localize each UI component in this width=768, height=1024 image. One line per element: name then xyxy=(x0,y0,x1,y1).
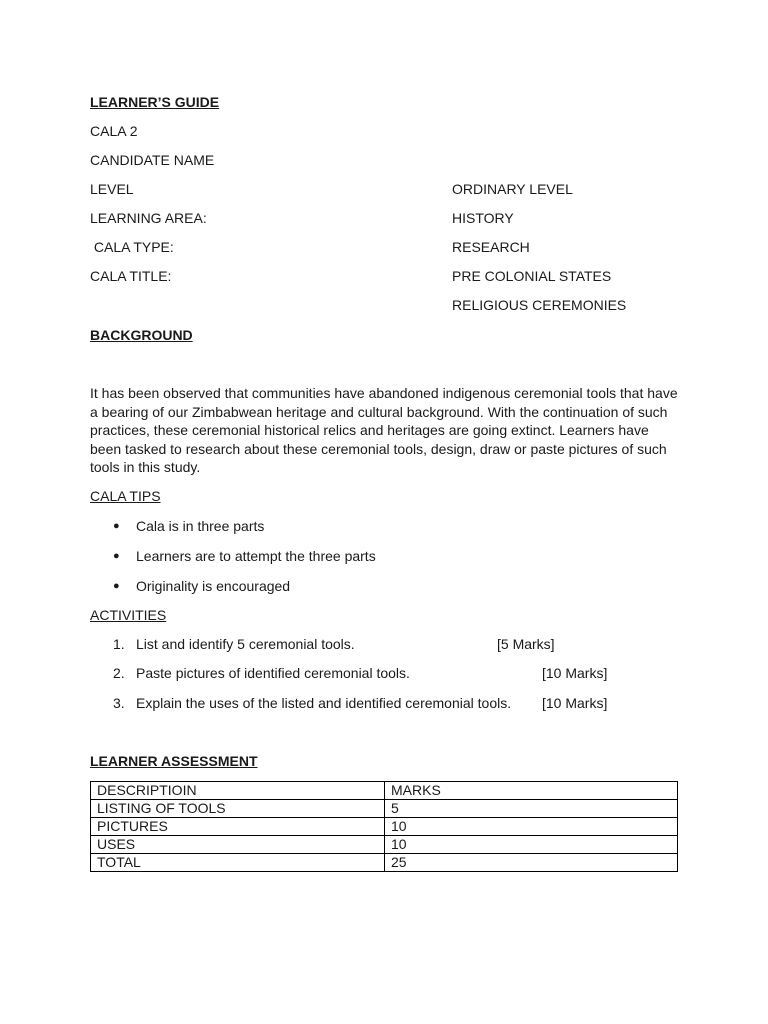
table-row xyxy=(91,818,678,836)
assessment-heading: LEARNER ASSESSMENT xyxy=(90,753,258,769)
table-row xyxy=(91,854,678,872)
activity-number: 2. xyxy=(113,665,125,681)
detail-value-cala-subtitle: RELIGIOUS CEREMONIES xyxy=(452,297,627,313)
detail-value-cala-type: RESEARCH xyxy=(452,239,530,255)
bullet-icon: ● xyxy=(113,520,120,532)
bullet-icon: ● xyxy=(113,580,120,592)
tips-heading: CALA TIPS xyxy=(90,488,161,504)
detail-label-learning-area: LEARNING AREA: xyxy=(90,210,207,226)
background-heading: BACKGROUND xyxy=(90,327,193,343)
table-row xyxy=(91,800,678,818)
assessment-table xyxy=(90,781,678,872)
background-paragraph: It has been observed that communities have abandoned indigenous ceremonial tools that have a bearing of our Zimbabwean heritage and cultural background. With the continuation of such practices, these ceremonial historical relics and heritages are going extinct. Learners have been tasked to research about these ceremonial tools, design, draw or paste pictures of such tools in this study. xyxy=(90,385,678,475)
table-cell: TOTAL xyxy=(91,854,385,872)
table-header-cell: MARKS xyxy=(385,782,678,800)
detail-label-level: LEVEL xyxy=(90,181,134,197)
table-cell: 10 xyxy=(385,836,678,854)
cala-number: CALA 2 xyxy=(90,123,138,139)
activity-marks: [10 Marks] xyxy=(542,665,608,681)
activities-heading: ACTIVITIES xyxy=(90,607,167,623)
table-header-row xyxy=(91,782,678,800)
detail-value-cala-title: PRE COLONIAL STATES xyxy=(452,268,612,284)
activity-number: 3. xyxy=(113,695,125,711)
tip-item: Learners are to attempt the three parts xyxy=(136,548,376,564)
activity-text: Paste pictures of identified ceremonial tools. xyxy=(136,665,410,681)
tip-item: Originality is encouraged xyxy=(136,578,291,594)
detail-label-cala-title: CALA TITLE: xyxy=(90,268,172,284)
guide-title: LEARNER’S GUIDE xyxy=(90,94,220,110)
table-cell: 10 xyxy=(385,818,678,836)
table-cell: LISTING OF TOOLS xyxy=(91,800,385,818)
candidate-name-label: CANDIDATE NAME xyxy=(90,152,215,168)
detail-label-cala-type: CALA TYPE: xyxy=(90,239,174,255)
table-cell: USES xyxy=(91,836,385,854)
activity-marks: [10 Marks] xyxy=(542,695,608,711)
table-cell: PICTURES xyxy=(91,818,385,836)
tip-item: Cala is in three parts xyxy=(136,518,265,534)
activity-marks: [5 Marks] xyxy=(497,636,555,652)
activity-text: Explain the uses of the listed and identified ceremonial tools. xyxy=(136,695,512,711)
bullet-icon: ● xyxy=(113,550,120,562)
detail-value-learning-area: HISTORY xyxy=(452,210,514,226)
detail-value-level: ORDINARY LEVEL xyxy=(452,181,573,197)
table-cell: 25 xyxy=(385,854,678,872)
table-row xyxy=(91,836,678,854)
table-header-cell: DESCRIPTIOIN xyxy=(91,782,385,800)
activity-number: 1. xyxy=(113,636,125,652)
activity-text: List and identify 5 ceremonial tools. xyxy=(136,636,355,652)
table-cell: 5 xyxy=(385,800,678,818)
